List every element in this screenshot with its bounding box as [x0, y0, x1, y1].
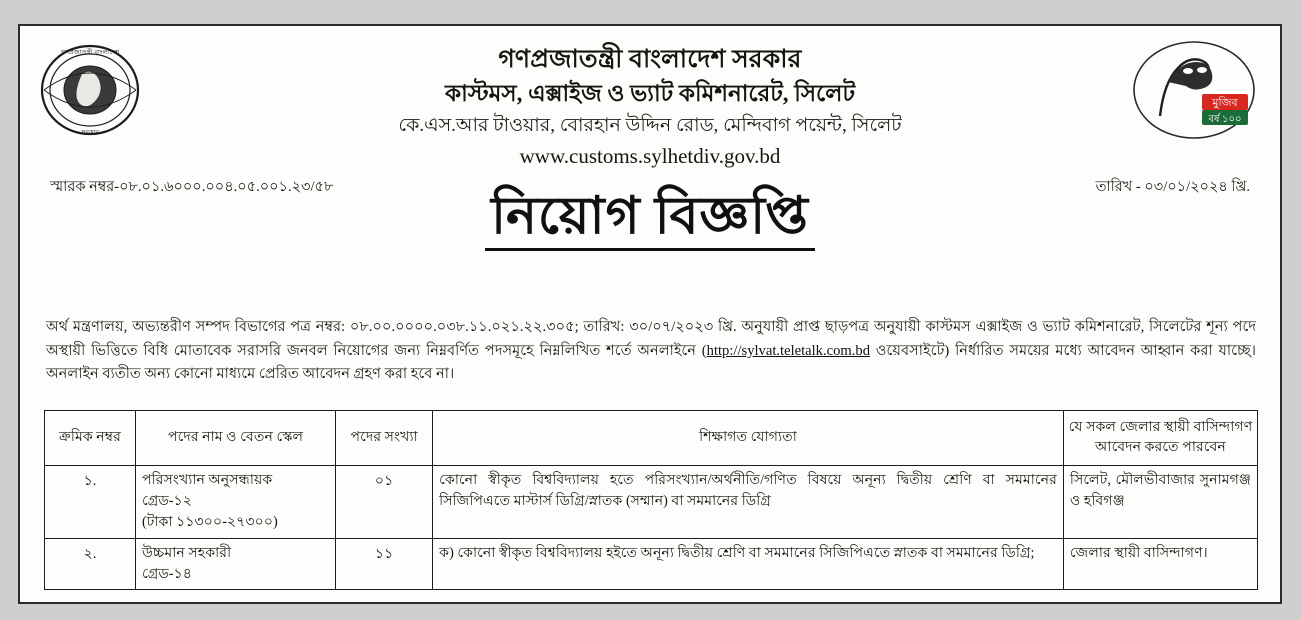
office-title: কাস্টমস, এক্সাইজ ও ভ্যাট কমিশনারেট, সিলেট [445, 81, 855, 107]
intro-paragraph [46, 316, 1256, 387]
th-district: যে সকল জেলার স্থায়ী বাসিন্দাগণ আবেদন করতে পারবেন [1063, 411, 1257, 466]
post-name: পরিসংখ্যান অনুসন্ধায়ক [141, 471, 273, 488]
application-website-link[interactable]: http://sylvat.teletalk.com.bd [706, 342, 870, 359]
page-title: নিয়োগ বিজ্ঞপ্তি [485, 188, 815, 251]
vacancy-table [44, 410, 1258, 590]
cell-count: ০১ [336, 465, 433, 538]
svg-text:গণপ্রজাতন্ত্রী বাংলাদেশ: গণপ্রজাতন্ত্রী বাংলাদেশ [60, 49, 120, 56]
cell-district: সিলেট, মৌলভীবাজার সুনামগঞ্জ ও হবিগঞ্জ [1063, 465, 1257, 538]
header-center-block [190, 44, 1110, 169]
intro-part2: ওয়েবসাইটে) নির্ধারিত সময়ের মধ্যে আবেদন আহ্বান করা যাচ্ছে। অনলাইন ব্যতীত অন্য কোনো মাধ্যমে প্রেরিত আবেদন গ্রহণ করা হবে না। [46, 342, 1256, 383]
post-scale: (টাকা ১১৩০০-২৭৩০০) [141, 514, 278, 531]
cell-district: জেলার স্থায়ী বাসিন্দাগণ। [1063, 538, 1257, 590]
notice-document [18, 24, 1282, 604]
table-row [45, 465, 1258, 538]
government-seal-icon [38, 42, 142, 142]
svg-text:সরকার: সরকার [81, 129, 99, 136]
th-serial: ক্রমিক নম্বর [45, 411, 136, 466]
th-post-name: পদের নাম ও বেতন স্কেল [135, 411, 335, 466]
cell-education: ক) কোনো স্বীকৃত বিশ্ববিদ্যালয় হইতে অনূন্য দ্বিতীয় শ্রেণি বা সমমানের সিজিপিএতে স্নাতক বা সমমানের ডিগ্রি; [433, 538, 1064, 590]
cell-post [135, 465, 335, 538]
cell-serial: ১. [45, 465, 136, 538]
th-post-count: পদের সংখ্যা [336, 411, 433, 466]
office-website: www.customs.sylhetdiv.gov.bd [519, 143, 781, 168]
mujib-borsho-logo-icon [1130, 38, 1258, 142]
svg-text:মুজিব: মুজিব [1212, 97, 1238, 109]
memo-number: স্মারক নম্বর-০৮.০১.৬০০০.০০৪.০৫.০০১.২৩/৫৮ [50, 179, 334, 195]
table-row [45, 538, 1258, 590]
cell-post [135, 538, 335, 590]
document-title-wrap [20, 188, 1280, 251]
intro-part1: অর্থ মন্ত্রণালয়, অভ্যন্তরীণ সম্পদ বিভাগের পত্র নম্বর: ০৮.০০.০০০০.০৩৮.১১.০২১.২২.৩০৫; তারিখ: ৩০/০৭/২০২৩ খ্রি. অনুযায়ী প্রাপ্ত ছাড়পত্র অনুযায়ী কাস্টমস এক্সাইজ ও ভ্যাট কমিশনারেট, সিলেটের শূন্য পদে অস্থায়ী ভিত্তিতে বিধি মোতাবেক সরাসরি জনবল নিয়োগের জন্য নিম্নবর্ণিত পদসমূহে নিম্নলিখিত শর্তে অনলাইনে ( [46, 319, 1256, 359]
table-header-row [45, 411, 1258, 466]
cell-serial: ২. [45, 538, 136, 590]
vacancy-table-wrap [44, 410, 1258, 590]
th-education: শিক্ষাগত যোগ্যতা [433, 411, 1064, 466]
cell-education: কোনো স্বীকৃত বিশ্ববিদ্যালয় হতে পরিসংখ্যান/অর্থনীতি/গণিত বিষয়ে অনূন্য দ্বিতীয় শ্রেণি বা সমমানের সিজিপিএতে মাস্টার্স ডিগ্রি/স্নাতক (সম্মান) বা সমমানের ডিগ্রি [433, 465, 1064, 538]
post-grade: গ্রেড-১৪ [141, 565, 192, 582]
office-address: কে.এস.আর টাওয়ার, বোরহান উদ্দিন রোড, মেন্দিবাগ পয়েন্ট, সিলেট [398, 115, 902, 137]
gov-title: গণপ্রজাতন্ত্রী বাংলাদেশ সরকার [498, 46, 802, 73]
post-grade: গ্রেড-১২ [141, 493, 192, 510]
memo-date: তারিখ - ০৩/০১/২০২৪ খ্রি. [1095, 179, 1250, 195]
svg-text:বর্ষ ১০০: বর্ষ ১০০ [1208, 114, 1242, 125]
document-header [20, 26, 1280, 245]
post-name: উচ্চমান সহকারী [141, 544, 232, 561]
cell-count: ১১ [336, 538, 433, 590]
